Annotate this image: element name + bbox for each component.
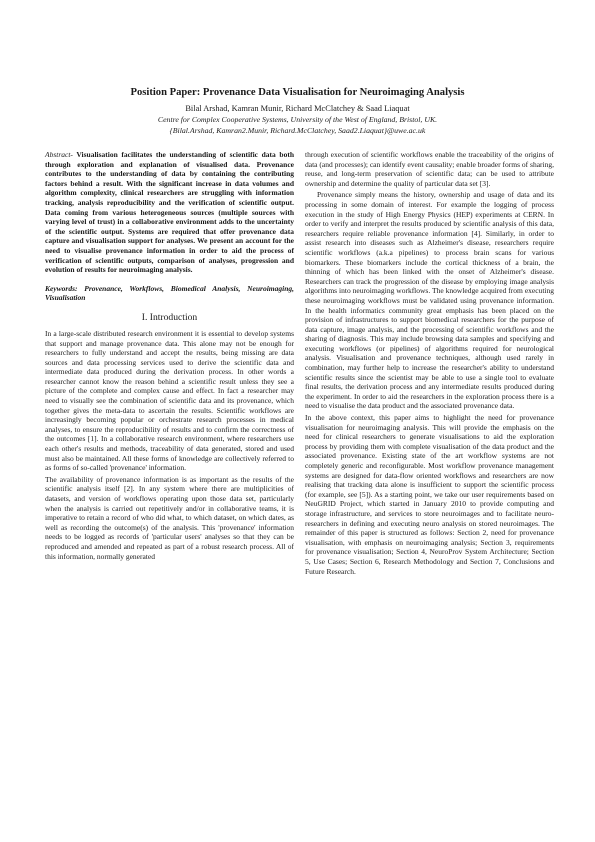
keywords bbox=[45, 284, 294, 303]
section-heading: I. Introduction bbox=[141, 311, 198, 323]
body-paragraph: through execution of scientific workflows enable the traceability of the origins of data (and processes); can identify event causality; enable broader forms of sharing, reuse, and long-term preservation of scientific data; can be used to attribute ownership and determine the quality of particular data set [3]. bbox=[305, 150, 554, 188]
keywords-label: Keywords: bbox=[45, 283, 78, 293]
intro-paragraph: In a large-scale distributed research environment it is essential to develop systems that support and manage provenance data. This alone may not be enough for researchers to fully understand and accept the results, being missing are data sources and data processing services used to derive the scientific data and intermediate data produced during the derivation process. In other words a researcher cannot know the reason behind a scientific result unless they see a picture of the complete and complex cause and effect. In fact a researcher may need to visually see the combination of scientific data and its provenance, which together gives the meta-data to ascertain the results. Scientific workflows are increasingly becoming popular or orchestrate research processes in medical analyses, to ensure the reproducibility of results and to confirm the correctness of the outcomes [1]. In a collaborative research environment, where researchers use each other's results and methods, traceability of data generated, stored and used must also be maintained. All these forms of knowledge are collectively referred to as forms of so-called 'provenance' information. bbox=[45, 328, 294, 473]
paper-title: Position Paper: Provenance Data Visualisation for Neuroimaging Analysis bbox=[130, 87, 465, 98]
author-affiliation: Centre for Complex Cooperative Systems, University of the West of England, Bristol, UK. bbox=[157, 115, 438, 124]
abstract bbox=[45, 150, 294, 275]
right-column bbox=[305, 150, 554, 576]
intro-paragraph: The availability of provenance information is as important as the results of the scientific analysis itself [2]. In any system where there are multiplicities of datasets, and version of workflows operating upon those data set, particularly when the analysis is carried out repetitively and/or in collaborative teams, it is imperative to retain a record of who did what, to which dataset, on which dates, as well as recording the outcome(s) of the analysis. This 'provenance' information needs to be logged as records of 'particular users' analyses so that they can be reproduced and amended and repeated as part of a robust research process. All of this information, normally generated bbox=[45, 474, 294, 561]
author-emails: {Bilal.Arshad, Kamran2.Munir, Richard.McClatchey, Saad2.Liaquat}@uwe.ac.uk bbox=[169, 126, 426, 135]
left-column bbox=[45, 150, 294, 561]
abstract-label: Abstract- bbox=[45, 150, 73, 159]
keywords-text: Provenance, Workflows, Biomedical Analysis, Neuroimaging, Visualisation bbox=[45, 283, 294, 303]
body-paragraph: In the above context, this paper aims to highlight the need for provenance visualisation for neuroimaging analysis. This will provide the emphasis on the need for clinical researchers to generate visualisations to aid the exploration process by providing them with complete visualisation of the data product and the associated provenance. Existing state of the art workflow systems are not completely generic and reconfigurable. Most workflow provenance management systems are designed for data-flow oriented workflows and researchers are now realising that tracking data alone is insufficient to support the scientific process (for example, see [5]). As a starting point, we take our user requirements based on NeuGRID Project, which started in January 2010 to provide computing and storage infrastructure, and services to store neuroimages and to facilitate neuro-researchers in defining and executing neuro analysis on stored neuroimages. The remainder of this paper is structured as follows: Section 2, need for provenance visualisation, with emphasis on neuroimaging analysis; Section 3, requirements for provenance visualisation; Section 4, NeuroProv System Architecture; Section 5, Use Cases; Section 6, Research Methodology and Section 7, Conclusions and Future Research. bbox=[305, 413, 554, 576]
author-list: Bilal Arshad, Kamran Munir, Richard McClatchey & Saad Liaquat bbox=[185, 104, 410, 113]
body-paragraph: Provenance simply means the history, ownership and usage of data and its processing in some domain of interest. For example the logging of process execution in the study of High Energy Physics (HEP) experiments at CERN. In order to verify and interpret the results produced by scientific analysis of this data, researchers require reliable provenance information [4]. Similarly, in order to assist research into diseases such as Alzheimer's disease, researchers require scientific workflows (a.k.a pipelines) to process brain scans for various biomarkers. These biomarkers include the cortical thickness of a brain, the thinning of which has been linked with the onset of Alzheimer's disease. Researchers can track the progression of the disease by employing image analysis algorithms into neuroimaging workflows. The knowledge acquired from executing these neuroimaging workflows must be validated using provenance information. In the health informatics community great emphasis has been placed on the provision of infrastructures to support biomedical researchers for the purpose of data capture, image analysis, and the processing of scientific workflows and the sharing of diagnosis. This may include browsing data samples and specifying and executing workflows (or pipelines) of algorithms required for neurological analysis. Visualisation and provenance techniques, although used rarely in combination, may further help to increase the researcher's ability to understand scientific results since the scientist may be able to use a single tool to evaluate final results, the derivation process and any intermediate results produced during the experiment. In order to aid the researchers in the exploration process there is a need to visualise the data product and the associated provenance data. bbox=[305, 190, 554, 411]
abstract-text: Visualisation facilitates the understanding of scientific data both through exploration and explanation of visualised data. Provenance contributes to the understanding of data by containing the contributing factors behind a result. With the significant increase in data volumes and algorithm complexity, clinical researchers are struggling with information tracking, analysis reproducibility and the verification of scientific output. Data coming from various heterogeneous sources (multiple sources with varying level of trust) in a collaborative environment adds to the uncertainty of the scientific output. Systems are required that offer provenance data capture and visualisation support for analyses. We present an account for the need to visualise provenance information in order to aid the process of verification of scientific outputs, comparison of analyses, progression and evolution of results for neuroimaging analysis. bbox=[45, 150, 294, 275]
